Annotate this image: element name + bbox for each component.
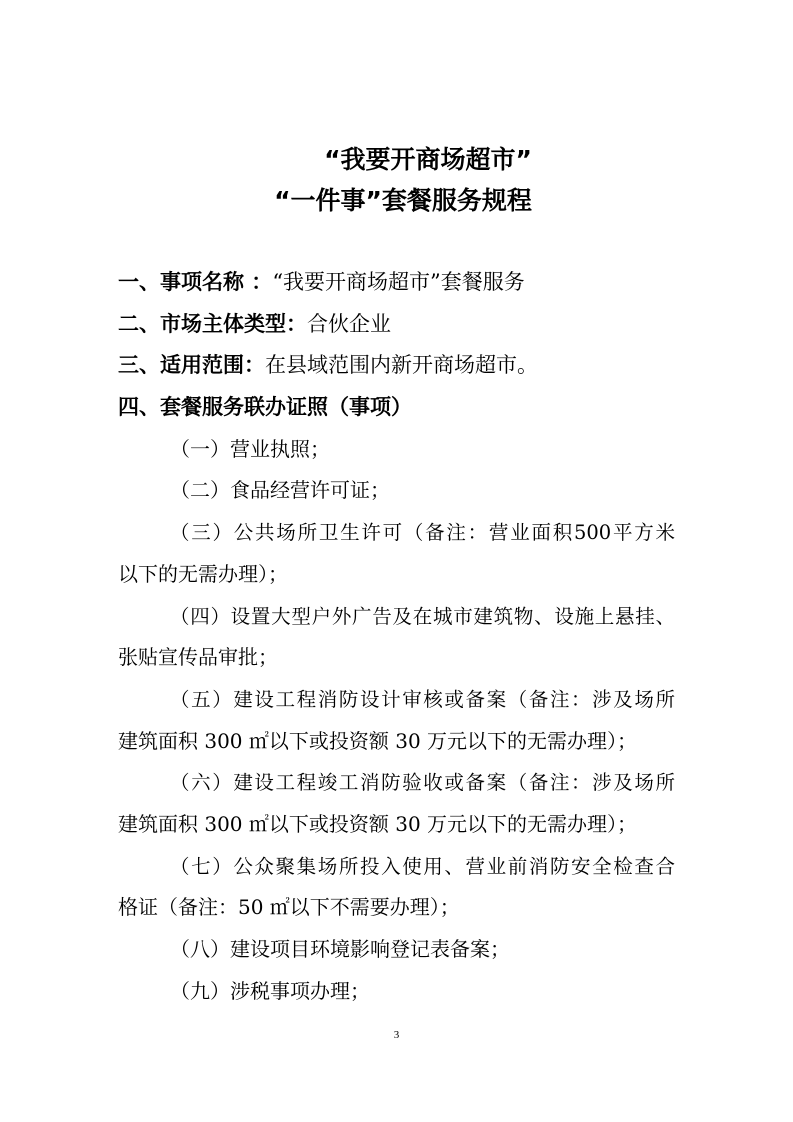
list-item-5-line-2: 建筑面积 300 ㎡以下或投资额 30 万元以下的无需办理）； bbox=[118, 728, 638, 753]
section-label: 二、市场主体类型： bbox=[118, 311, 307, 336]
section-label: 三、适用范围： bbox=[118, 353, 265, 378]
list-item-7-line-1: （七）公众聚集场所投入使用、营业前消防安全检查合 bbox=[170, 854, 675, 878]
list-item-2: （二）食品经营许可证； bbox=[170, 478, 390, 503]
section-scope bbox=[118, 345, 675, 387]
page-number: 3 bbox=[393, 1029, 400, 1041]
list-item-3-line-1: （三）公共场所卫生许可（备注：营业面积500平方米 bbox=[170, 521, 675, 545]
section-licenses bbox=[118, 387, 675, 429]
section-entity-type bbox=[118, 304, 675, 346]
document-title-line-1: “我要开商场超市” bbox=[324, 145, 532, 174]
section-item-name bbox=[118, 262, 675, 304]
list-item-5-line-1: （五）建设工程消防设计审核或备案（备注：涉及场所 bbox=[170, 687, 675, 711]
section-value: “我要开商场超市”套餐服务 bbox=[272, 270, 525, 294]
list-item-9: （九）涉税事项办理； bbox=[170, 978, 370, 1003]
document-body bbox=[118, 262, 675, 1012]
section-value: 在县域范围内新开商场超市。 bbox=[265, 353, 538, 378]
list-item-7-line-2: 格证（备注：50 ㎡以下不需要办理）； bbox=[118, 895, 460, 920]
list-item-8: （八）建设项目环境影响登记表备案； bbox=[170, 937, 510, 961]
section-value: 合伙企业 bbox=[307, 311, 391, 336]
list-item-4-line-1: （四）设置大型户外广告及在城市建筑物、设施上悬挂、 bbox=[170, 604, 675, 628]
section-label: 一、事项名称 ： bbox=[118, 270, 273, 294]
section-label: 四、套餐服务联办证照（事项） bbox=[118, 395, 412, 420]
list-item-3-line-2: 以下的无需办理）； bbox=[118, 561, 288, 586]
list-item-4-line-2: 张贴宣传品审批； bbox=[118, 645, 278, 670]
list-item-6-line-2: 建筑面积 300 ㎡以下或投资额 30 万元以下的无需办理）； bbox=[118, 811, 638, 836]
list-item-1: （一）营业执照； bbox=[170, 436, 330, 461]
document-title-line-2: “一件事”套餐服务规程 bbox=[274, 186, 532, 215]
list-item-6-line-1: （六）建设工程竣工消防验收或备案（备注：涉及场所 bbox=[170, 771, 675, 795]
